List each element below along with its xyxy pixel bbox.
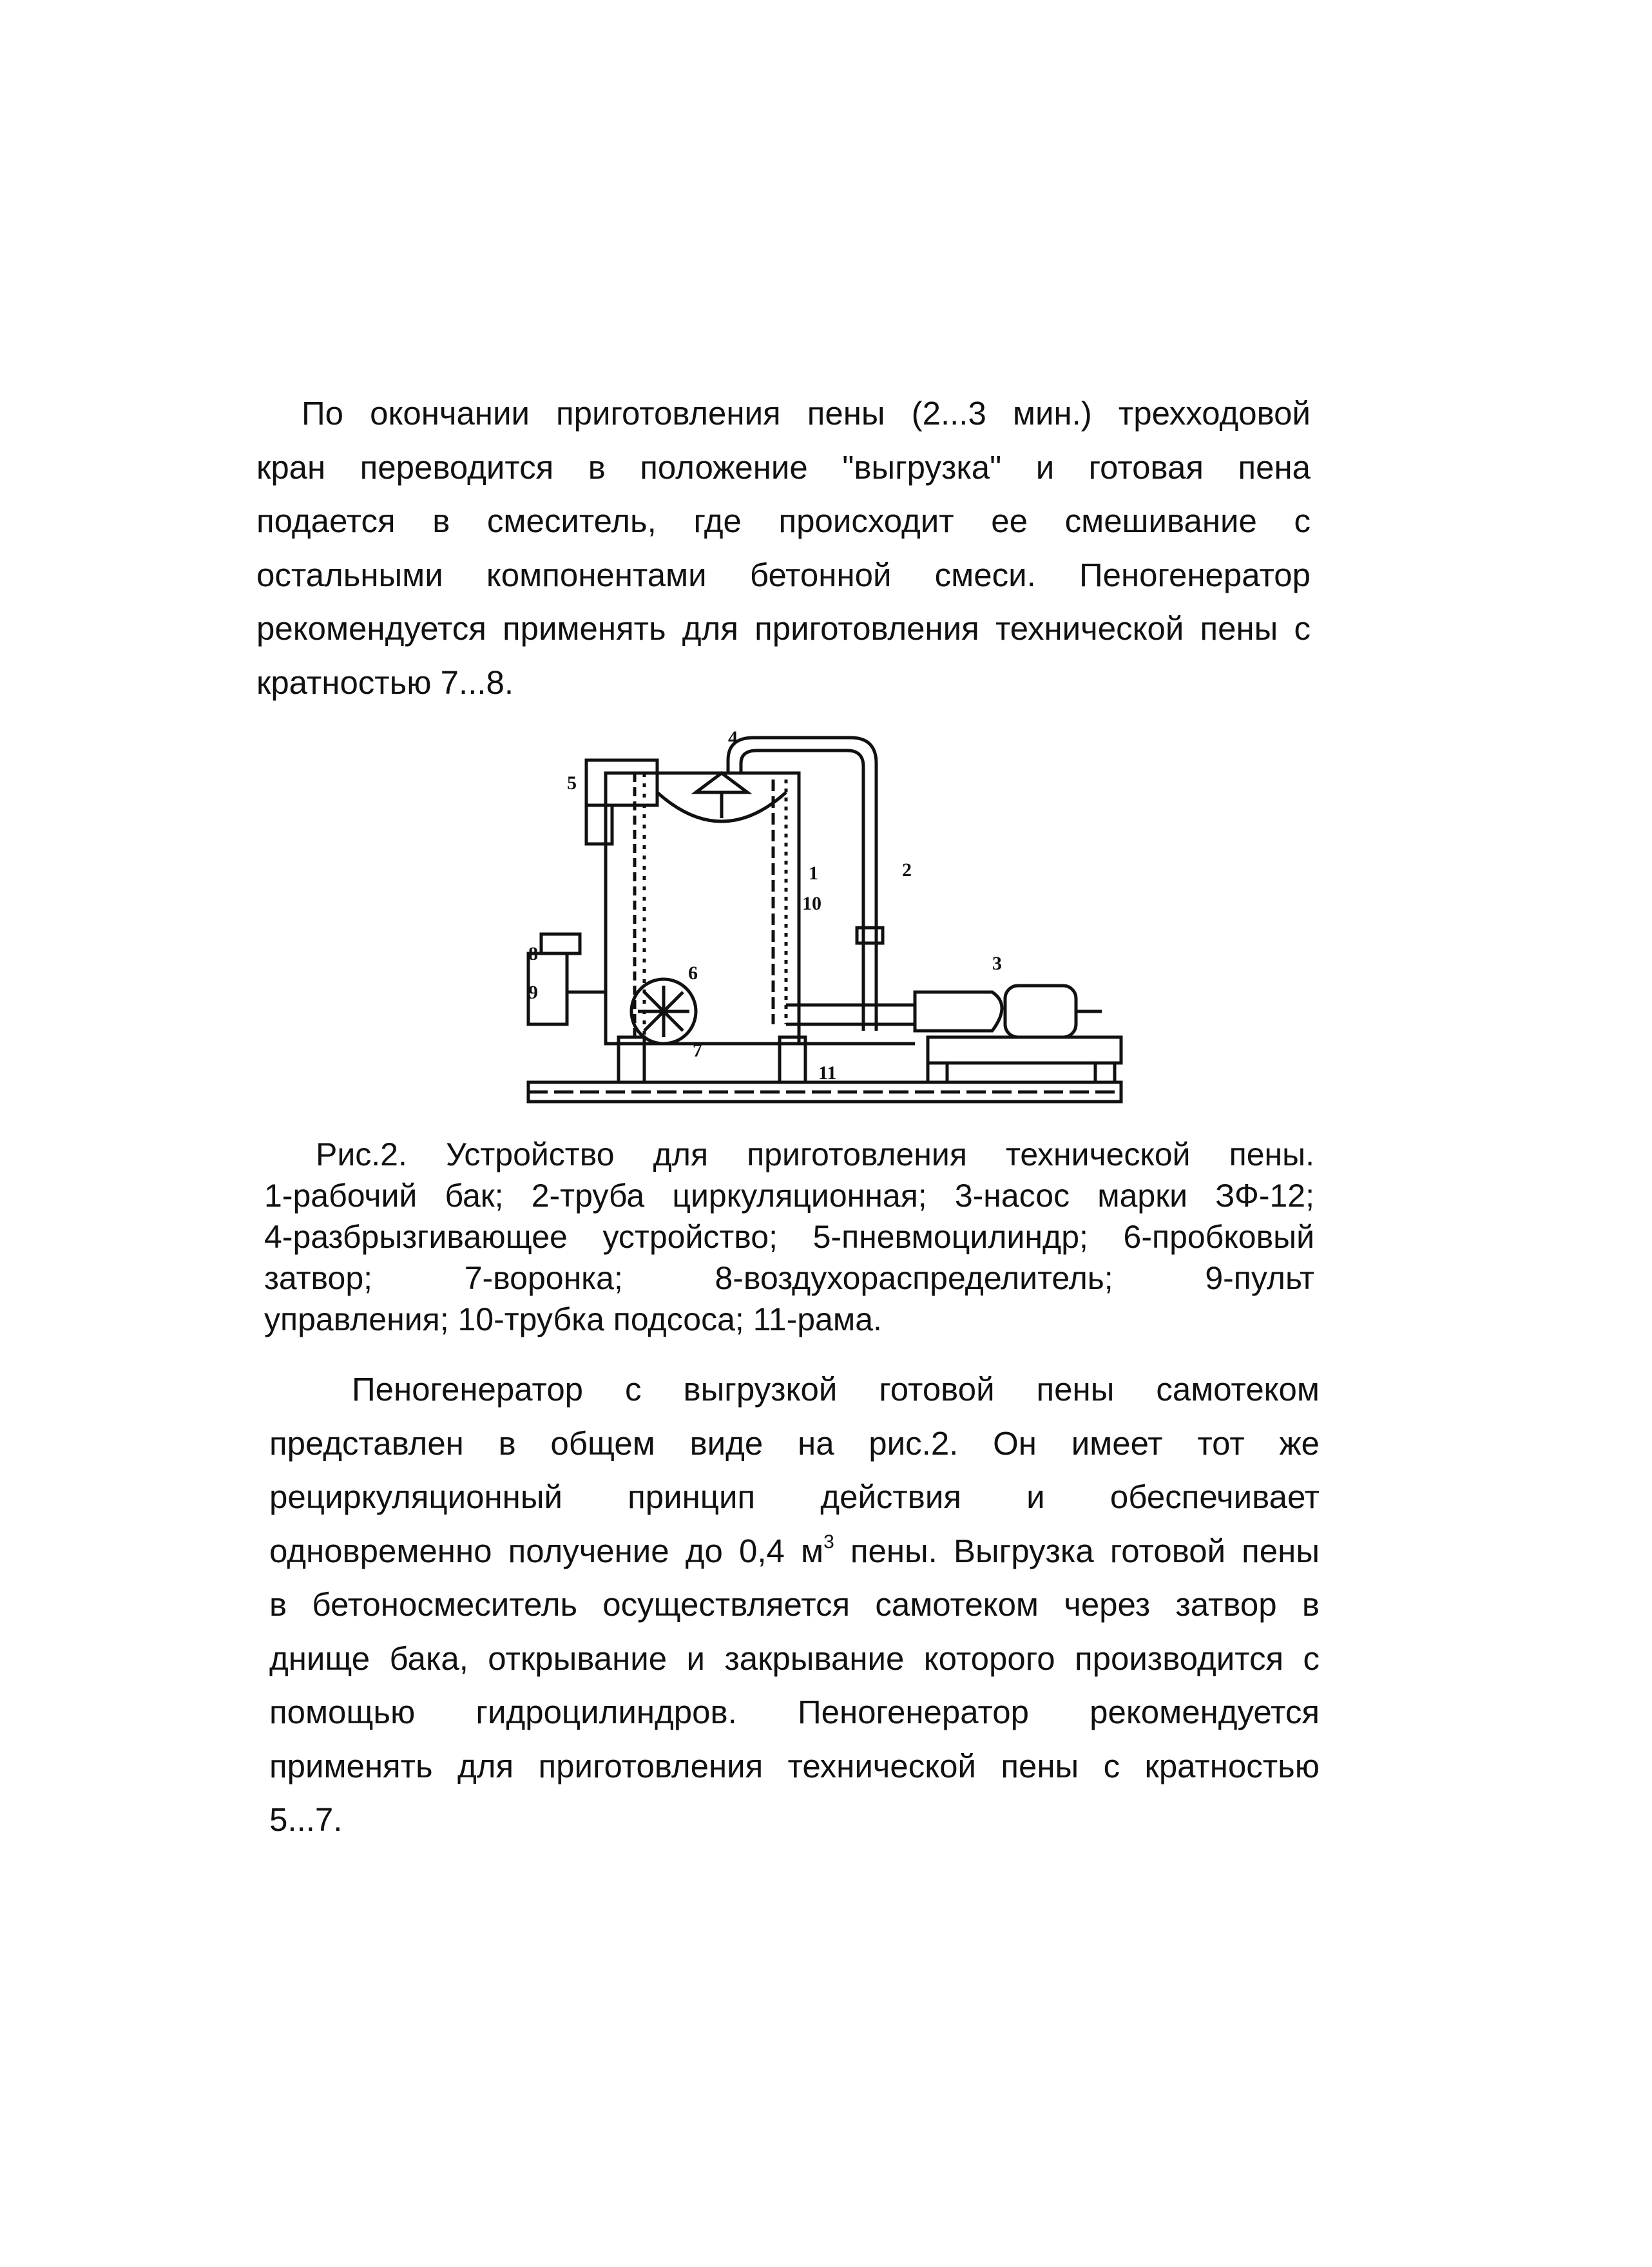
label-3: 3 — [992, 953, 1002, 974]
caption-line: затвор; 7-воронка; 8-воздухораспределитель; 9-пульт — [264, 1260, 1314, 1296]
paragraph-2-line: 5...7. — [269, 1801, 343, 1838]
foam-generator-diagram — [515, 722, 1147, 1134]
pump — [915, 992, 1002, 1031]
label-6: 6 — [688, 962, 698, 984]
paragraph-1-line: кран переводится в положение "выгрузка" и готовая пена — [256, 448, 1311, 486]
motor — [1005, 986, 1076, 1037]
caption-line: 4-разбрызгивающее устройство; 5-пневмоцилиндр; 6-пробковый — [264, 1219, 1314, 1255]
text-segment: одновременно получение до 0,4 м — [269, 1532, 824, 1569]
paragraph-2-line: применять для приготовления технической пены с кратностью — [269, 1747, 1320, 1784]
label-8: 8 — [528, 943, 538, 964]
paragraph-2-line: рециркуляционный принцип действия и обеспечивает — [269, 1478, 1320, 1515]
text-segment: пены. Выгрузка готовой пены — [834, 1532, 1320, 1569]
paragraph-2-line: Пеногенератор с выгрузкой готовой пены самотеком — [352, 1371, 1320, 1408]
superscript-exponent: 3 — [823, 1531, 834, 1553]
label-10: 10 — [802, 893, 821, 914]
label-5: 5 — [567, 772, 577, 794]
label-9: 9 — [528, 982, 538, 1003]
caption-line: Рис.2. Устройство для приготовления технической пены. — [316, 1136, 1314, 1172]
label-2: 2 — [902, 859, 912, 881]
label-11: 11 — [818, 1062, 837, 1084]
paragraph-1-line: остальными компонентами бетонной смеси. Пеногенератор — [256, 556, 1311, 593]
label-7: 7 — [693, 1040, 702, 1061]
caption-line: управления; 10-трубка подсоса; 11-рама. — [264, 1301, 882, 1337]
paragraph-1-line: кратностью 7...8. — [256, 664, 514, 701]
paragraph-2-line: в бетоносмеситель осуществляется самотеком через затвор в — [269, 1586, 1320, 1623]
label-1: 1 — [809, 863, 818, 884]
paragraph-2-line: помощью гидроцилиндров. Пеногенератор рекомендуется — [269, 1694, 1320, 1730]
paragraph-1-line: По окончании приготовления пены (2...3 мин.) трехходовой — [302, 395, 1311, 432]
caption-line: 1-рабочий бак; 2-труба циркуляционная; 3-насос марки ЗФ-12; — [264, 1178, 1314, 1214]
foam-generator-figure — [515, 722, 1147, 1134]
paragraph-1-line: рекомендуется применять для приготовления технической пены с — [256, 610, 1311, 647]
paragraph-2-line: днище бака, открывание и закрывание которого производится с — [269, 1640, 1320, 1677]
paragraph-2 — [269, 1363, 1320, 1847]
figure-caption — [264, 1134, 1314, 1340]
paragraph-2-line-with-superscript — [269, 1524, 1320, 1578]
paragraph-1 — [256, 387, 1311, 709]
paragraph-1-line: подается в смеситель, где происходит ее смешивание с — [256, 502, 1311, 539]
label-4: 4 — [728, 727, 738, 749]
paragraph-2-line: представлен в общем виде на рис.2. Он имеет тот же — [269, 1424, 1320, 1462]
